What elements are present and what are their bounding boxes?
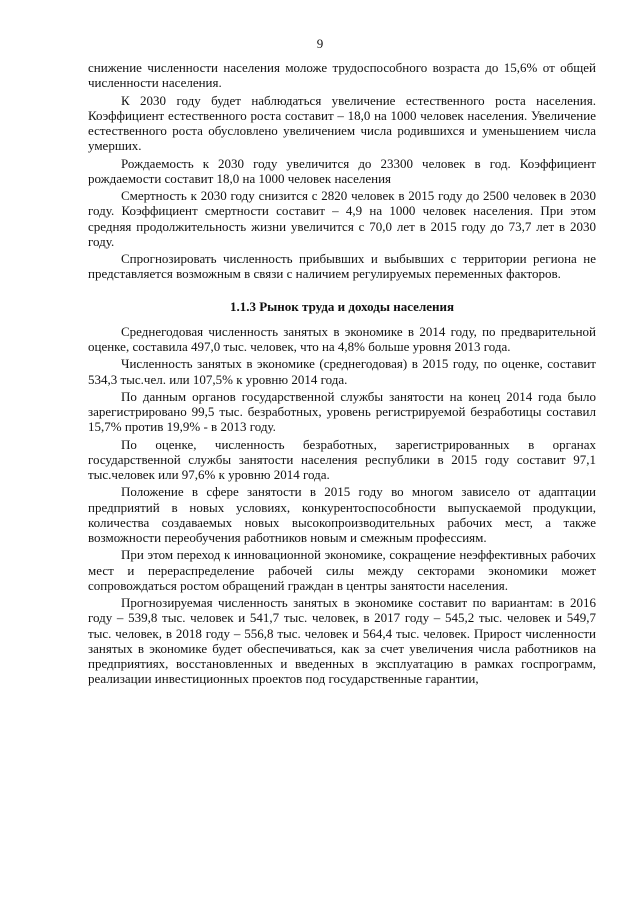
paragraph-employment-situation: Положение в сфере занятости в 2015 году во многом зависело от адаптации предприятий в новых условиях, конкурентоспособности выпускаемой продукции, количества создаваемых новых высокопроизводительных рабочих мест, а также возможности переобучения работников новым и смежным профессиям. [88, 484, 596, 545]
paragraph-continuation: снижение численности населения моложе трудоспособного возраста до 15,6% от общей численности населения. [88, 60, 596, 91]
paragraph-mortality: Смертность к 2030 году снизится с 2820 человек в 2015 году до 2500 человек в 2030 году. Коэффициент смертности составит – 4,9 на 1000 человек населения. При этом средняя продолжительность жизни увеличится с 70,0 лет в 2015 году до 73,7 лет в 2030 году. [88, 188, 596, 249]
page-content [88, 60, 596, 689]
paragraph-unemployment-2015: По оценке, численность безработных, зарегистрированных в органах государственной службы занятости населения республики в 2015 году составит 97,1 тыс.человек или 97,6% к уровню 2014 года. [88, 436, 596, 482]
paragraph-innovation-transition: При этом переход к инновационной экономике, сокращение неэффективных рабочих мест и перераспределение рабочей силы между секторами экономики может сопровождаться ростом обращений граждан в центры занятости населения. [88, 547, 596, 593]
paragraph-employment-2014: Среднегодовая численность занятых в экономике в 2014 году, по предварительной оценке, составила 497,0 тыс. человек, что на 4,8% больше уровня 2013 года. [88, 323, 596, 354]
section-heading: 1.1.3 Рынок труда и доходы населения [229, 298, 455, 314]
paragraph-employment-2015: Численность занятых в экономике (среднегодовая) в 2015 году, по оценке, составит 534,3 тыс.чел. или 107,5% к уровню 2014 года. [88, 356, 596, 387]
page-number: 9 [316, 36, 324, 51]
paragraph-natural-growth: К 2030 году будет наблюдаться увеличение естественного роста населения. Коэффициент естественного роста составит – 18,0 на 1000 человек населения. Увеличение естественного роста обусловлено увеличением числа родившихся и уменьшением числа умерших. [88, 92, 596, 154]
paragraph-employment-forecast: Прогнозируемая численность занятых в экономике составит по вариантам: в 2016 году – 539,8 тыс. человек и 541,7 тыс. человек, в 2017 году – 545,2 тыс. человек и 549,7 тыс. человек, в 2018 году – 556,8 тыс. человек и 564,4 тыс. человек. Прирост численности занятых в экономике будет обеспечиваться, как за счет увеличения числа работников на предприятиях, восстановленных и введенных в эксплуатацию в рамках госпрограмм, реализации инвестиционных проектов под государственные гарантии, [88, 595, 596, 687]
paragraph-birth-rate: Рождаемость к 2030 году увеличится до 23300 человек в год. Коэффициент рождаемости составит 18,0 на 1000 человек населения [88, 155, 596, 186]
paragraph-unemployment-2014: По данным органов государственной службы занятости на конец 2014 года было зарегистрировано 99,5 тыс. безработных, уровень регистрируемой безработицы составил 15,7% против 19,9% - в 2013 году. [88, 388, 596, 435]
paragraph-migration: Спрогнозировать численность прибывших и выбывших с территории региона не представляется возможным в связи с наличием регулируемых переменных факторов. [88, 251, 596, 282]
